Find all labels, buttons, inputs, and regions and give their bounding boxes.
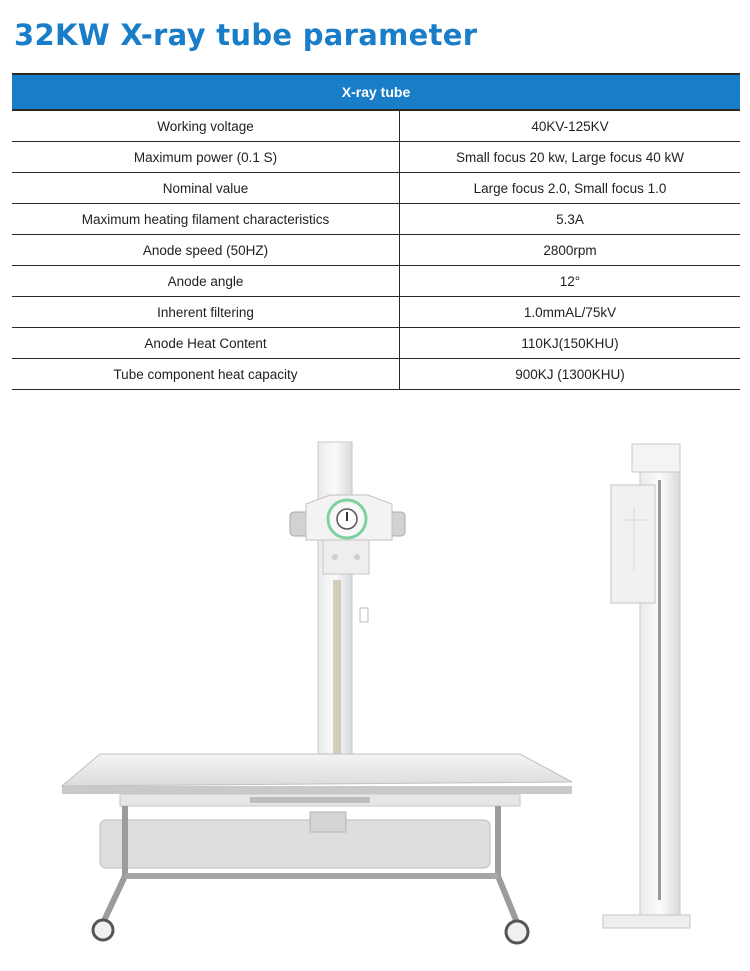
table-header-row: [12, 74, 740, 110]
param-value: Large focus 2.0, Small focus 1.0: [400, 173, 741, 204]
param-name: Anode angle: [12, 266, 400, 297]
param-value: 12°: [400, 266, 741, 297]
table-header: X-ray tube: [12, 74, 740, 110]
param-value: 2800rpm: [400, 235, 741, 266]
table-row: [12, 359, 740, 390]
param-value: Small focus 20 kw, Large focus 40 kW: [400, 142, 741, 173]
table-row: [12, 142, 740, 173]
parameter-table: [12, 73, 740, 390]
table-row: [12, 266, 740, 297]
param-name: Inherent filtering: [12, 297, 400, 328]
param-name: Nominal value: [12, 173, 400, 204]
param-value: 110KJ(150KHU): [400, 328, 741, 359]
param-name: Anode speed (50HZ): [12, 235, 400, 266]
param-value: 5.3A: [400, 204, 741, 235]
patient-table: [62, 754, 572, 943]
param-value: 1.0mmAL/75kV: [400, 297, 741, 328]
param-name: Maximum heating filament characteristics: [12, 204, 400, 235]
param-name: Anode Heat Content: [12, 328, 400, 359]
param-name: Working voltage: [12, 110, 400, 142]
param-value: 900KJ (1300KHU): [400, 359, 741, 390]
table-row: [12, 110, 740, 142]
param-value: 40KV-125KV: [400, 110, 741, 142]
table-row: [12, 204, 740, 235]
tube-stand-column: [318, 442, 368, 760]
xray-tube-head: [290, 495, 405, 574]
xray-machine-illustration: [0, 420, 750, 971]
page-title: 32KW X-ray tube parameter: [14, 18, 478, 52]
table-row: [12, 173, 740, 204]
table-row: [12, 297, 740, 328]
table-row: [12, 328, 740, 359]
param-name: Maximum power (0.1 S): [12, 142, 400, 173]
param-name: Tube component heat capacity: [12, 359, 400, 390]
bucky-wall-stand: [603, 444, 690, 928]
table-row: [12, 235, 740, 266]
